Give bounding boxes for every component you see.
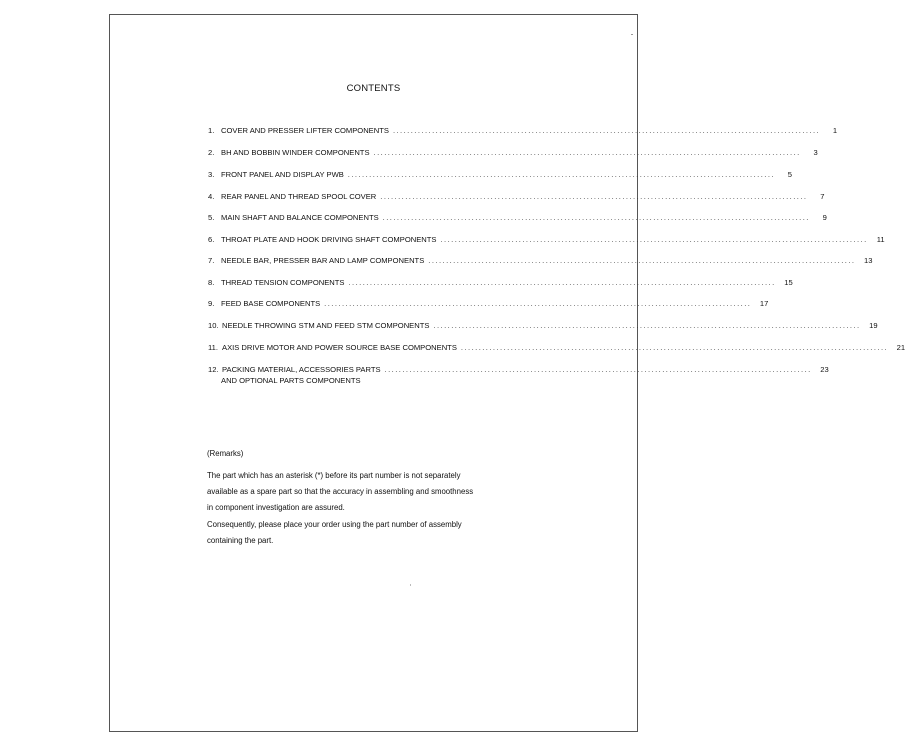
toc-entry-number: 3. bbox=[208, 170, 215, 179]
toc-entry-title: MAIN SHAFT AND BALANCE COMPONENTS bbox=[221, 213, 379, 222]
toc-entry bbox=[208, 170, 792, 180]
toc-leader-dots: ........................................................................................................................ bbox=[460, 343, 889, 352]
toc-entry-page: 17 bbox=[759, 299, 769, 308]
toc-entry-page: 13 bbox=[864, 256, 873, 265]
toc-entry bbox=[208, 321, 878, 331]
toc-entry bbox=[208, 126, 838, 136]
toc-entry bbox=[208, 256, 873, 266]
toc-leader-dots: ........................................................................................................................ bbox=[380, 192, 808, 201]
toc-entry-title: THROAT PLATE AND HOOK DRIVING SHAFT COMPONENTS bbox=[221, 235, 437, 244]
toc-entry-page: 7 bbox=[820, 192, 825, 201]
toc-entry-title: NEEDLE THROWING STM AND FEED STM COMPONENTS bbox=[222, 321, 430, 330]
toc-entry-number: 4. bbox=[208, 192, 215, 201]
toc-entry bbox=[208, 213, 827, 223]
toc-entry-title: THREAD TENSION COMPONENTS bbox=[221, 278, 345, 287]
scan-speck bbox=[410, 584, 411, 586]
toc-entry-number: 1. bbox=[208, 126, 215, 135]
toc-entry-page: 21 bbox=[896, 343, 905, 352]
toc-leader-dots: ........................................................................................................................ bbox=[347, 170, 775, 179]
toc-leader-dots: ........................................................................................................................ bbox=[384, 365, 812, 374]
toc-entry-number: 2. bbox=[208, 148, 215, 157]
toc-entry bbox=[208, 299, 769, 309]
toc-entry bbox=[208, 365, 829, 375]
contents-title: CONTENTS bbox=[346, 83, 401, 94]
toc-entry-page: 1 bbox=[832, 126, 838, 135]
toc-entry-title: NEEDLE BAR, PRESSER BAR AND LAMP COMPONENTS bbox=[221, 256, 425, 265]
toc-entry-number: 6. bbox=[208, 235, 215, 244]
toc-entry-title: AXIS DRIVE MOTOR AND POWER SOURCE BASE COMPONENTS bbox=[222, 343, 457, 352]
toc-entry-title: COVER AND PRESSER LIFTER COMPONENTS bbox=[221, 126, 389, 135]
scan-speck bbox=[631, 34, 633, 35]
toc-entry-title: BH AND BOBBIN WINDER COMPONENTS bbox=[221, 148, 370, 157]
toc-leader-dots: ........................................................................................................................ bbox=[373, 148, 801, 157]
remarks-line: available as a spare part so that the accuracy in assembling and smoothness bbox=[207, 487, 474, 497]
toc-leader-dots: ........................................................................................................................ bbox=[348, 278, 776, 287]
toc-entry-number: 9. bbox=[208, 299, 215, 308]
document-page bbox=[109, 14, 905, 732]
toc-leader-dots: ........................................................................................................................ bbox=[440, 235, 868, 244]
toc-entry bbox=[208, 278, 793, 288]
toc-entry bbox=[208, 192, 825, 202]
toc-entry bbox=[208, 235, 885, 245]
toc-entry-title: FRONT PANEL AND DISPLAY PWB bbox=[221, 170, 344, 179]
toc-entry-page: 19 bbox=[869, 321, 878, 330]
toc-entry-number: 10. bbox=[208, 321, 219, 330]
toc-leader-dots: ........................................................................................................................ bbox=[382, 213, 810, 222]
toc-entry-number: 11. bbox=[208, 343, 218, 352]
remarks-heading: (Remarks) bbox=[207, 449, 244, 458]
toc-entry-page: 15 bbox=[784, 278, 793, 287]
toc-entry-page: 3 bbox=[813, 148, 818, 157]
toc-leader-dots: ........................................................................................................................ bbox=[324, 299, 752, 308]
toc-entry-page: 23 bbox=[820, 365, 829, 374]
toc-entry-page: 9 bbox=[822, 213, 827, 222]
toc-entry bbox=[208, 148, 818, 158]
toc-entry-title: FEED BASE COMPONENTS bbox=[221, 299, 321, 308]
toc-entry-page: 11 bbox=[876, 235, 885, 244]
toc-entry-title: REAR PANEL AND THREAD SPOOL COVER bbox=[221, 192, 377, 201]
remarks-line: Consequently, please place your order using the part number of assembly bbox=[207, 519, 462, 529]
toc-leader-dots: ........................................................................................................................ bbox=[433, 321, 861, 330]
remarks-line: containing the part. bbox=[207, 535, 274, 545]
remarks-line: in component investigation are assured. bbox=[207, 503, 345, 513]
toc-entry-number: 5. bbox=[208, 213, 215, 222]
toc-entry-page: 5 bbox=[787, 170, 792, 179]
toc-entry-number: 12. bbox=[208, 365, 219, 374]
toc-leader-dots: ........................................................................................................................ bbox=[392, 126, 821, 135]
toc-entry-continuation: AND OPTIONAL PARTS COMPONENTS bbox=[221, 376, 361, 385]
toc-entry-title: PACKING MATERIAL, ACCESSORIES PARTS bbox=[222, 365, 381, 374]
remarks-line: The part which has an asterisk (*) before its part number is not separately bbox=[207, 471, 461, 480]
toc-entry-number: 8. bbox=[208, 278, 215, 287]
toc-leader-dots: ........................................................................................................................ bbox=[428, 256, 856, 265]
toc-entry-number: 7. bbox=[208, 256, 215, 265]
toc-entry bbox=[208, 343, 905, 353]
